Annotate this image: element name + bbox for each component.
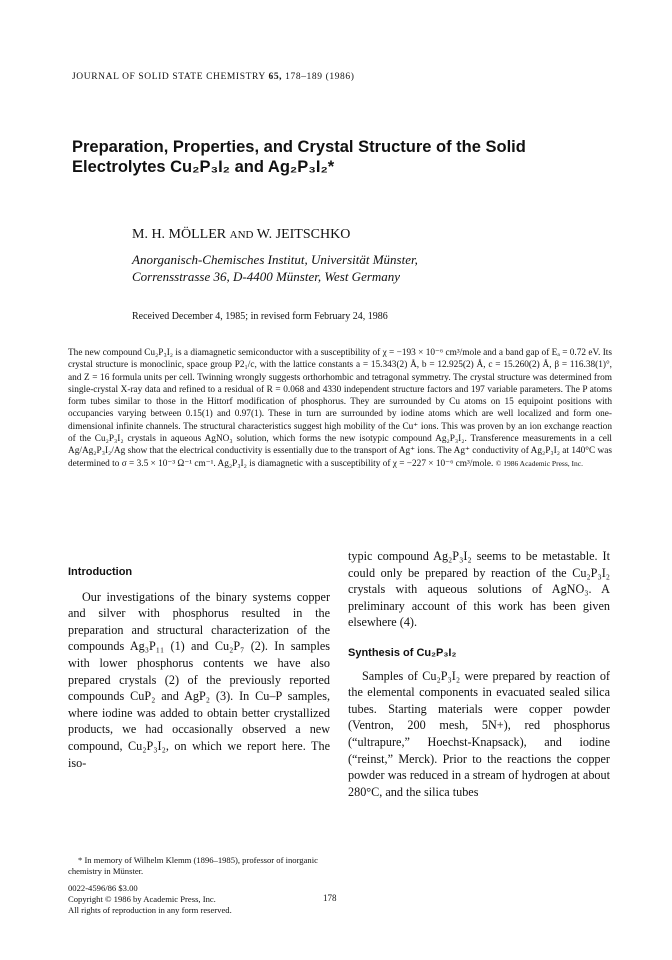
affiliation <box>132 251 418 285</box>
right-column <box>348 549 610 800</box>
journal-header <box>72 72 355 82</box>
page-number: 178 <box>323 893 337 903</box>
introduction-text: Our investigations of the binary systems copper and silver with phosphorus resulted in the preparation and structural characterization of the compounds Ag₃P₁₁ (1) and Cu₂P₇ (2). In samples with lower phosphorus contents we have also prepared crystals (2) of the previously reported compounds CuP₂ and AgP₂ (3). In Cu–P samples, where iodine was added to obtain better crystallized products, we had occasionally observed a new compound, Cu₂P₃I₂, on which we report here. The iso- <box>68 589 330 770</box>
copyright-line: Copyright © 1986 by Academic Press, Inc. <box>68 894 216 904</box>
introduction-heading: Introduction <box>68 566 133 578</box>
rights-line: All rights of reproduction in any form reserved. <box>68 905 232 915</box>
abstract-copyright: © 1986 Academic Press, Inc. <box>495 458 583 468</box>
price-code: 0022-4596/86 $3.00 <box>68 883 138 893</box>
dedication-footnote: * In memory of Wilhelm Klemm (1896–1985), professor of inorganic chemistry in Münster. <box>68 855 318 876</box>
title-line-2: Electrolytes Cu₂P₃I₂ and Ag₂P₃I₂* <box>72 158 335 176</box>
authors <box>132 227 350 243</box>
affiliation-line-2: Corrensstrasse 36, D-4400 Münster, West Germany <box>132 269 401 284</box>
author-1: M. H. MÖLLER <box>132 227 227 242</box>
journal-pages-year: 178–189 (1986) <box>285 72 355 82</box>
received-dates: Received December 4, 1985; in revised form February 24, 1986 <box>132 311 388 322</box>
affiliation-line-1: Anorganisch-Chemisches Institut, Universität Münster, <box>132 252 418 267</box>
synthesis-heading: Synthesis of Cu₂P₃I₂ <box>348 646 457 659</box>
abstract <box>68 347 612 470</box>
paper-title <box>72 137 632 177</box>
title-line-1: Preparation, Properties, and Crystal Structure of the Solid <box>72 138 526 156</box>
introduction-continued: typic compound Ag₂P₃I₂ seems to be metastable. It could only be prepared by reaction of the Cu₂P₃I₂ crystals with aqueous solutions of AgNO₃. A preliminary account of this work has been given elsewhere (4). <box>348 549 610 630</box>
author-2: W. JEITSCHKO <box>256 227 351 242</box>
author-conjunction: AND <box>229 229 254 241</box>
synthesis-text: Samples of Cu₂P₃I₂ were prepared by reaction of the elemental components in evacuated sealed silica tubes. Starting materials were copper powder (Ventron, 200 mesh, 5N+), red phosphorus (“ultrapure,” Hoechst-Knapsack), and iodine (“reinst,” Merck). Prior to the reactions the copper powder was reduced in a stream of hydrogen at about 280°C, and the silica tubes <box>348 668 610 799</box>
abstract-text: The new compound Cu₂P₃I₂ is a diamagnetic semiconductor with a susceptibility of χ = −193 × 10⁻⁶ cm³/mole and a band gap of Eₐ = 0.72 eV. Its crystal structure is monoclinic, space group P2₁/c, with the lattice constants a = 15.343(2) Å, b = 12.925(2) Å, c = 15.260(2) Å, β = 116.38(1)°, and Z = 16 formula units per cell. Twinning wrongly suggests orthorhombic and tetragonal symmetry. The crystal structure was determined from single-crystal X-ray data and refined to a residual of R = 0.068 and 4330 independent structure factors and 197 variable parameters. The P atoms form tubes similar to those in the Hittorf modification of phosphorus. They are surrounded by Cu atoms on 15 equipoint positions with occupancies varying between 0.15(1) and 0.97(1). These in turn are surrounded by iodine atoms which are well localized and form one-dimensional infinite channels. The structural characteristics suggest high mobility of the Cu⁺ ions. This was proven by an ion exchange reaction of the Cu₂P₃I₂ crystals in aqueous AgNO₃ solution, which forms the new isotypic compound Ag₂P₃I₂. Transference measurements in a cell Ag/Ag₂P₃I₂/Ag show that the electrical conductivity is essentially due to the transport of Ag⁺ ions. The Ag⁺ conductivity of Ag₂P₃I₂ at 140°C was determined to σ = 3.5 × 10⁻³ Ω⁻¹ cm⁻¹. Ag₂P₃I₂ is diamagnetic with a susceptibility of χ = −227 × 10⁻⁶ cm³/mole. <box>68 348 612 469</box>
footnote-block <box>68 855 330 916</box>
journal-volume: 65, <box>268 72 283 82</box>
left-column <box>68 564 330 771</box>
journal-name: JOURNAL OF SOLID STATE CHEMISTRY <box>72 72 266 82</box>
